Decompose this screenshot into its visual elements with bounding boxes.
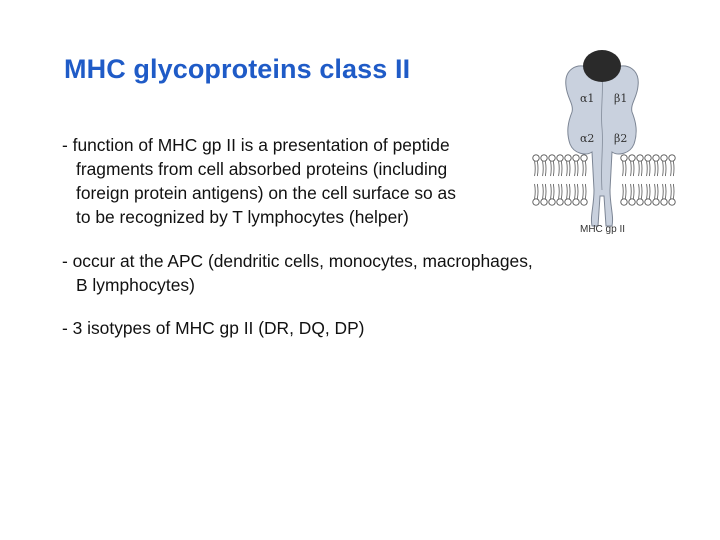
bullet-line: - 3 isotypes of MHC gp II (DR, DQ, DP) — [62, 318, 365, 338]
lipid-tail — [585, 184, 586, 199]
lipid-head — [533, 199, 539, 205]
bullet-line: - occur at the APC (dendritic cells, monocytes, macrophages, — [62, 251, 533, 271]
lipid-head — [629, 155, 635, 161]
lipid-tail — [535, 161, 536, 176]
lipid-tail — [623, 184, 624, 199]
lipid-tail — [583, 161, 584, 176]
lipid-head — [565, 155, 571, 161]
label-beta1: β1 — [614, 92, 628, 105]
lipid-tail — [665, 184, 666, 199]
lipid-tail — [569, 161, 570, 176]
lipid-tail — [575, 161, 576, 176]
lipid-tail — [569, 184, 570, 199]
lipid-head — [669, 199, 675, 205]
lipid-tail — [575, 184, 576, 199]
lipid-head — [645, 199, 651, 205]
lipid-head — [653, 199, 659, 205]
lipid-tail — [585, 161, 586, 176]
bullet-function — [62, 133, 456, 229]
lipid-head — [621, 199, 627, 205]
lipid-head — [669, 155, 675, 161]
lipid-tail — [657, 161, 658, 176]
lipid-head — [533, 155, 539, 161]
lipid-head — [645, 155, 651, 161]
lipid-head — [541, 155, 547, 161]
figure-caption: MHC gp II — [580, 224, 626, 235]
bullet-line: fragments from cell absorbed proteins (including — [76, 159, 448, 179]
lipid-head — [557, 199, 563, 205]
bullet-line: B lymphocytes) — [76, 275, 195, 295]
lipid-tail — [559, 161, 560, 176]
lipid-tail — [655, 161, 656, 176]
lipid-tail — [657, 184, 658, 199]
lipid-tail — [671, 161, 672, 176]
lipid-tail — [561, 184, 562, 199]
label-alpha2: α2 — [580, 132, 595, 145]
lipid-tail — [631, 184, 632, 199]
mhc-class-ii-diagram — [528, 40, 684, 242]
lipid-tail — [567, 184, 568, 199]
lipid-head — [565, 199, 571, 205]
bullet-isotypes — [62, 316, 364, 340]
lipid-tail — [663, 184, 664, 199]
lipid-head — [581, 155, 587, 161]
lipid-head — [661, 155, 667, 161]
lipid-tail — [559, 184, 560, 199]
lipid-head — [637, 199, 643, 205]
lipid-head — [549, 155, 555, 161]
lipid-tail — [647, 161, 648, 176]
lipid-tail — [625, 184, 626, 199]
bullet-line: - function of MHC gp II is a presentation of peptide — [62, 135, 450, 155]
label-beta2: β2 — [614, 132, 628, 145]
lipid-tail — [633, 161, 634, 176]
lipid-tail — [641, 184, 642, 199]
lipid-tail — [577, 184, 578, 199]
lipid-head — [661, 199, 667, 205]
lipid-head — [541, 199, 547, 205]
lipid-head — [637, 155, 643, 161]
lipid-tail — [671, 184, 672, 199]
lipid-tail — [553, 161, 554, 176]
lipid-head — [621, 155, 627, 161]
lipid-tail — [641, 161, 642, 176]
lipid-tail — [583, 184, 584, 199]
lipid-tail — [673, 161, 674, 176]
lipid-tail — [639, 161, 640, 176]
lipid-tail — [553, 184, 554, 199]
lipid-tail — [639, 184, 640, 199]
lipid-head — [581, 199, 587, 205]
lipid-tail — [663, 161, 664, 176]
lipid-tail — [543, 161, 544, 176]
lipid-head — [629, 199, 635, 205]
lipid-tail — [577, 161, 578, 176]
lipid-tail — [567, 161, 568, 176]
lipid-tail — [537, 161, 538, 176]
lipid-tail — [673, 184, 674, 199]
lipid-head — [573, 199, 579, 205]
slide-title: MHC glycoproteins class II — [64, 54, 411, 84]
lipid-tail — [545, 184, 546, 199]
label-alpha1: α1 — [580, 92, 595, 105]
lipid-head — [573, 155, 579, 161]
lipid-tail — [551, 184, 552, 199]
lipid-tail — [535, 184, 536, 199]
lipid-tail — [545, 161, 546, 176]
lipid-tail — [631, 161, 632, 176]
bullet-line: to be recognized by T lymphocytes (helper) — [76, 207, 409, 227]
bullet-line: foreign protein antigens) on the cell surface so as — [76, 183, 456, 203]
lipid-head — [557, 155, 563, 161]
lipid-head — [653, 155, 659, 161]
lipid-tail — [647, 184, 648, 199]
lipid-tail — [665, 161, 666, 176]
lipid-tail — [543, 184, 544, 199]
lipid-tail — [561, 161, 562, 176]
lipid-tail — [649, 161, 650, 176]
lipid-tail — [655, 184, 656, 199]
peptide-blob — [583, 50, 621, 82]
lipid-tail — [551, 161, 552, 176]
lipid-tail — [623, 161, 624, 176]
lipid-tail — [625, 161, 626, 176]
bullet-occurrence — [62, 249, 533, 297]
lipid-head — [549, 199, 555, 205]
lipid-tail — [633, 184, 634, 199]
lipid-tail — [649, 184, 650, 199]
lipid-tail — [537, 184, 538, 199]
